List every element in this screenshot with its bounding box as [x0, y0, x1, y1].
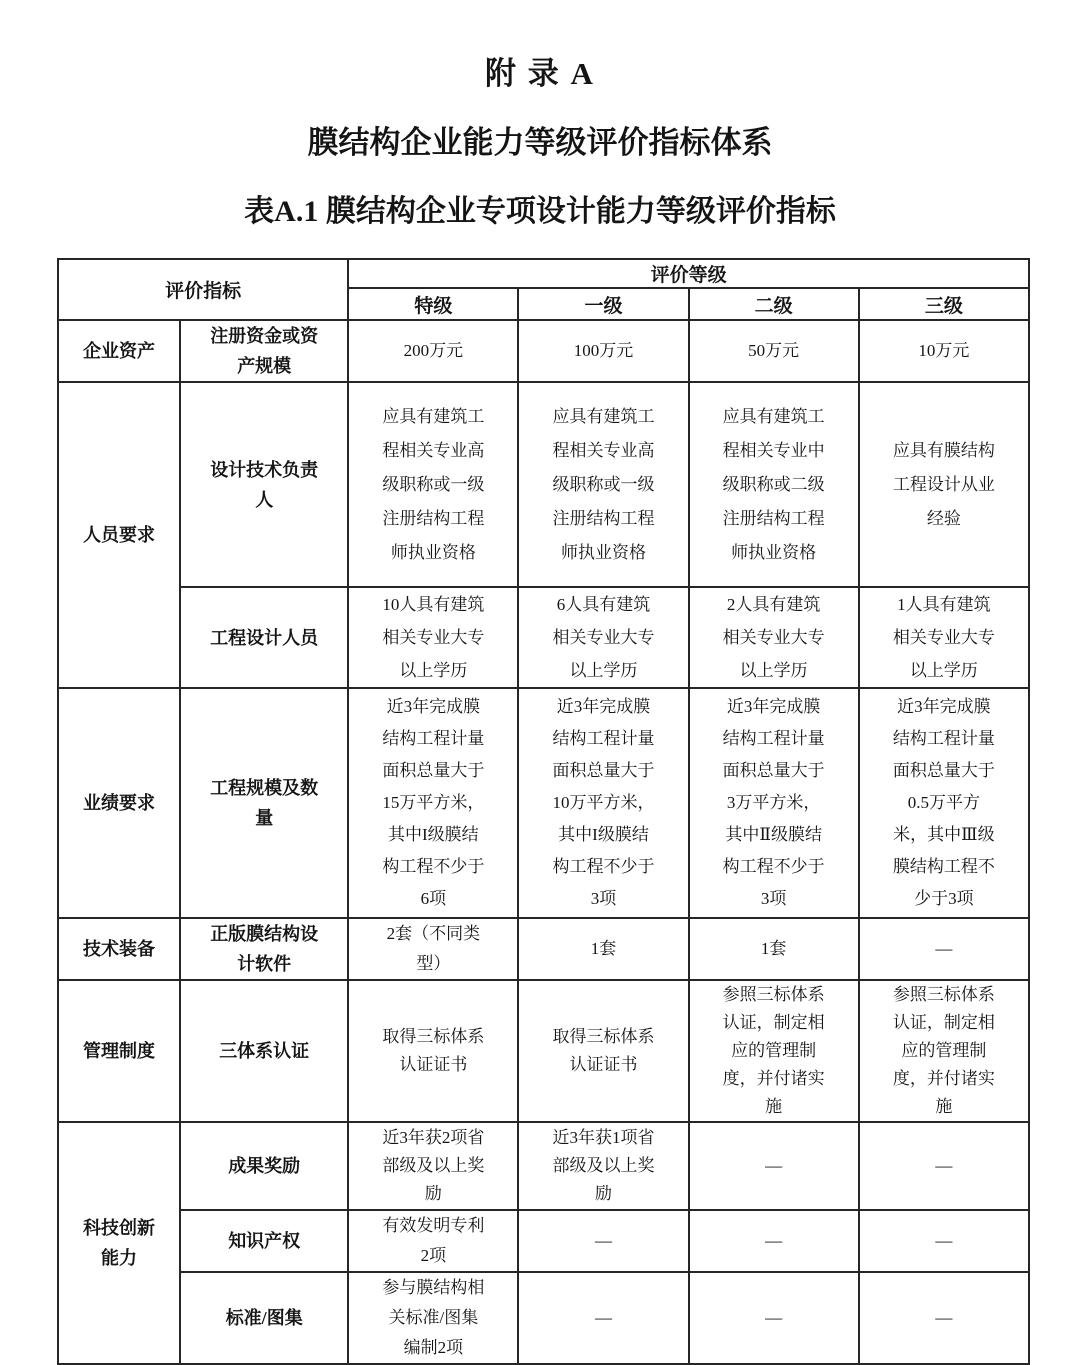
row-category: 技术装备 — [58, 918, 180, 980]
row-indicator: 注册资金或资产规模 — [180, 320, 348, 382]
table-cell: — — [859, 1272, 1029, 1364]
table-row — [58, 587, 1029, 688]
table-row — [58, 918, 1029, 980]
table-cell: 近3年完成膜结构工程计量面积总量大于15万平方米，其中I级膜结构工程不少于6项 — [348, 688, 518, 918]
table-cell: 近3年获1项省部级及以上奖励 — [518, 1122, 688, 1210]
table-cell: 取得三标体系认证证书 — [348, 980, 518, 1122]
table-cell: 100万元 — [518, 320, 688, 382]
row-indicator: 标准/图集 — [180, 1272, 348, 1364]
table-cell: 近3年完成膜结构工程计量面积总量大于0.5万平方米，其中Ⅲ级膜结构工程不少于3项 — [859, 688, 1029, 918]
table-cell: 6人具有建筑相关专业大专以上学历 — [518, 587, 688, 688]
table-cell: — — [859, 1210, 1029, 1272]
table-row — [58, 980, 1029, 1122]
table-cell: 取得三标体系认证证书 — [518, 980, 688, 1122]
table-caption: 表A.1 膜结构企业专项设计能力等级评价指标 — [244, 195, 836, 228]
row-category: 业绩要求 — [58, 688, 180, 918]
table-cell: — — [859, 918, 1029, 980]
table-cell: 应具有膜结构工程设计从业经验 — [859, 382, 1029, 587]
table-row — [58, 1210, 1029, 1272]
table-row — [58, 1272, 1029, 1364]
table-row — [58, 382, 1029, 587]
row-category: 管理制度 — [58, 980, 180, 1122]
header-grade: 评价等级 — [348, 259, 1029, 288]
table-cell: — — [518, 1272, 688, 1364]
evaluation-table — [57, 258, 1030, 1365]
table-cell: 50万元 — [689, 320, 859, 382]
row-category: 企业资产 — [58, 320, 180, 382]
table-cell: 应具有建筑工程相关专业中级职称或二级注册结构工程师执业资格 — [689, 382, 859, 587]
table-cell: — — [518, 1210, 688, 1272]
row-indicator: 设计技术负责人 — [180, 382, 348, 587]
table-row — [58, 688, 1029, 918]
table-cell: 参照三标体系认证，制定相应的管理制度，并付诸实施 — [689, 980, 859, 1122]
table-cell: 参照三标体系认证，制定相应的管理制度，并付诸实施 — [859, 980, 1029, 1122]
header-grade-special: 特级 — [348, 288, 518, 320]
table-cell: 1套 — [518, 918, 688, 980]
table-header-row-1 — [58, 259, 1029, 288]
row-indicator: 三体系认证 — [180, 980, 348, 1122]
row-indicator: 工程规模及数量 — [180, 688, 348, 918]
table-cell: 近3年获2项省部级及以上奖励 — [348, 1122, 518, 1210]
header-grade-2: 二级 — [689, 288, 859, 320]
table-cell: 200万元 — [348, 320, 518, 382]
row-category: 人员要求 — [58, 382, 180, 688]
row-indicator: 工程设计人员 — [180, 587, 348, 688]
table-cell: 2人具有建筑相关专业大专以上学历 — [689, 587, 859, 688]
row-indicator: 成果奖励 — [180, 1122, 348, 1210]
table-cell: — — [689, 1210, 859, 1272]
table-cell: 近3年完成膜结构工程计量面积总量大于3万平方米，其中Ⅱ级膜结构工程不少于3项 — [689, 688, 859, 918]
appendix-title: 附 录 A — [485, 56, 595, 91]
table-cell: 1套 — [689, 918, 859, 980]
table-cell: 参与膜结构相关标准/图集编制2项 — [348, 1272, 518, 1364]
table-cell: 应具有建筑工程相关专业高级职称或一级注册结构工程师执业资格 — [348, 382, 518, 587]
table-cell: 近3年完成膜结构工程计量面积总量大于10万平方米，其中I级膜结构工程不少于3项 — [518, 688, 688, 918]
table-row — [58, 1122, 1029, 1210]
header-grade-3: 三级 — [859, 288, 1029, 320]
header-grade-1: 一级 — [518, 288, 688, 320]
header-indicator: 评价指标 — [58, 259, 348, 320]
table-row — [58, 320, 1029, 382]
table-cell: — — [859, 1122, 1029, 1210]
table-cell: 有效发明专利2项 — [348, 1210, 518, 1272]
table-cell: — — [689, 1272, 859, 1364]
table-cell: 10人具有建筑相关专业大专以上学历 — [348, 587, 518, 688]
row-indicator: 正版膜结构设计软件 — [180, 918, 348, 980]
system-title: 膜结构企业能力等级评价指标体系 — [307, 125, 773, 160]
table-cell: 1人具有建筑相关专业大专以上学历 — [859, 587, 1029, 688]
row-indicator: 知识产权 — [180, 1210, 348, 1272]
table-cell: 10万元 — [859, 320, 1029, 382]
table-cell: — — [689, 1122, 859, 1210]
document-titles — [0, 48, 1080, 230]
table-cell: 应具有建筑工程相关专业高级职称或一级注册结构工程师执业资格 — [518, 382, 688, 587]
row-category: 科技创新能力 — [58, 1122, 180, 1364]
table-cell: 2套（不同类型） — [348, 918, 518, 980]
